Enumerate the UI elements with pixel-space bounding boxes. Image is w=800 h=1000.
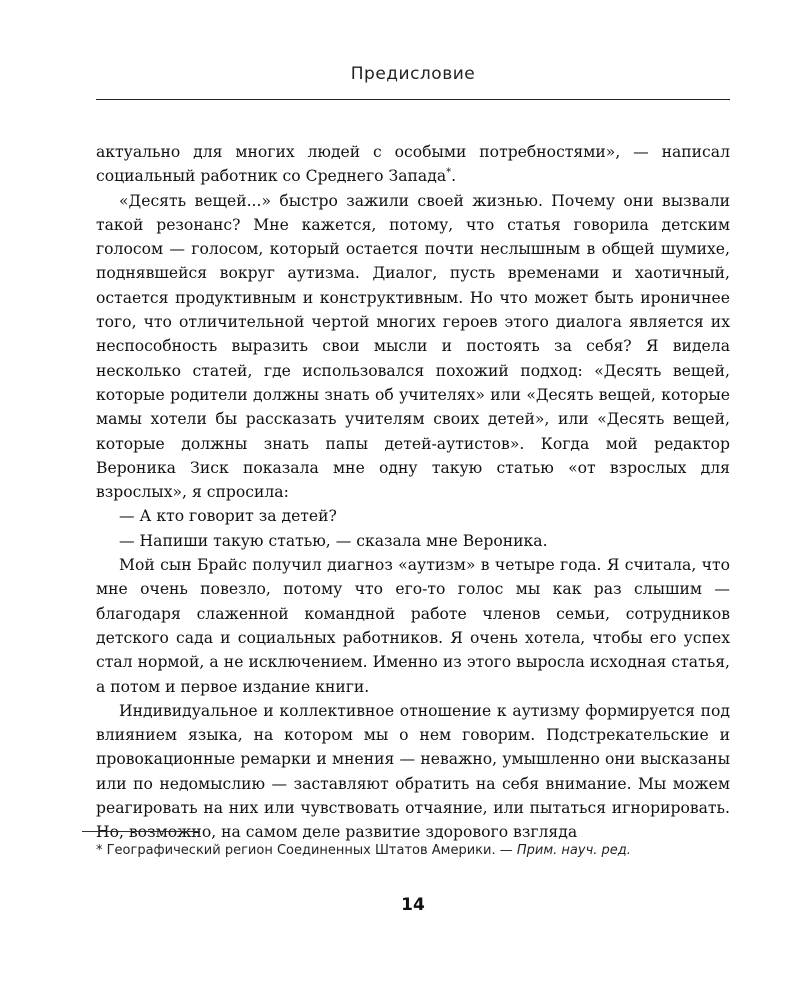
paragraph-1 (96, 140, 730, 189)
running-head: Предисловие (350, 64, 476, 84)
paragraph-1-end: . (451, 167, 457, 186)
footnote (96, 841, 730, 860)
footnote-editor-note: Прим. науч. ред. (516, 843, 631, 858)
paragraph-2: «Десять вещей...» быстро зажили своей жизнью. Почему они вызвали такой резонанс? Мне кажется, потому, что статья говорила детским голосом — голосом, который остается почти неслышным в общей шумихе, поднявшейся вокруг аутизма. Диалог, пусть временами и хаотичный, остается продуктивным и конструктивным. Но что может быть ироничнее того, что отличительной чертой многих героев этого диалога является их неспособность выразить свои мысли и постоять за себя? Я видела несколько статей, где использовался похожий подход: «Десять вещей, которые родители должны знать об учителях» или «Десять вещей, которые мамы хотели бы рассказать учителям своих детей», или «Десять вещей, которые должны знать папы детей-аутистов». Когда мой редактор Вероника Зиск показала мне одну такую статью «от взрослых для взрослых», я спросила: (96, 191, 730, 502)
paragraph-3: Мой сын Брайс получил диагноз «аутизм» в четыре года. Я считала, что мне очень повезло, потому что его-то голос мы как раз слышим — благодаря слаженной командной работе членов семьи, сотрудников детского сада и социальных работников. Я очень хотела, чтобы его успех стал нормой, а не исключением. Именно из этого выросла исходная статья, а потом и первое издание книги. (96, 556, 730, 696)
dialogue-line-2: — Напиши такую статью, — сказала мне Вероника. (119, 531, 548, 550)
header-rule (96, 99, 730, 100)
paragraph-4: Индивидуальное и коллективное отношение к аутизму формируется под влиянием языка, на котором мы о нем говорим. Подстрекательские и провокационные ремарки и мнения — неважно, умышленно они высказаны или по недомыслию — заставляют обратить на себя внимание. Мы можем реагировать на них или чувствовать отчаяние, или пытаться игнорировать. Но, возможно, на самом деле развитие здорового взгляда (96, 701, 730, 842)
paragraph-1-text: актуально для многих людей с особыми потребностями», — написал социальный работник со Среднего Запада (96, 143, 730, 186)
page-number: 14 (401, 895, 425, 915)
dialogue-line-1: — А кто говорит за детей? (119, 507, 337, 526)
body-text (96, 140, 730, 845)
footnote-rule (82, 831, 200, 832)
footnote-text: * Географический регион Соединенных Штатов Америки. — (96, 843, 517, 858)
footnote-reference[interactable]: * (446, 167, 452, 179)
